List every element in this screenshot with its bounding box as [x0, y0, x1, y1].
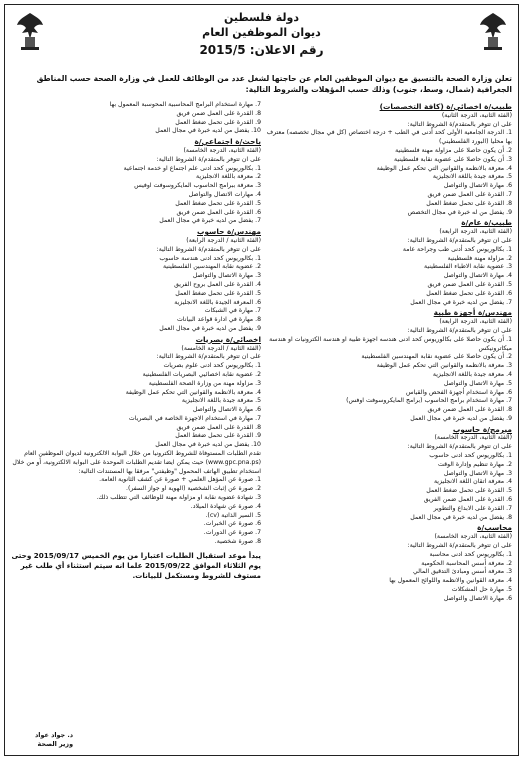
- requirement-item: 2. أن يكون حاصلا على مزاولة مهنة فلسطينية: [395, 146, 512, 154]
- requirement-item: 9. يفضل من له خبرة في مجال التخصص: [407, 208, 512, 216]
- requirement-item: 5. القدرة على تحمل ضغط العمل: [426, 487, 512, 495]
- requirement-item: 10. يفضل من لديه خبرة في مجال العمل: [155, 441, 261, 449]
- job-grade: (الفئة الثانية، الدرجة الرابعة): [439, 318, 512, 326]
- job-grade: (الفئة الثانية / الدرجة الرابعة): [186, 236, 261, 244]
- requirements-intro: على ان تتوفر بالمتقدم/ة الشروط التالية:: [407, 120, 512, 128]
- document-item: 3. شهادة عضوية نقابة او مزاولة مهنة للوظائف التي تتطلب ذلك.: [96, 494, 261, 502]
- deadline-text: يبدأ موعد استقبال الطلبات اعتبارا من يوم الخميس 2015/09/17 وحتى يوم الثلاثاء الموافق 2015/09/22 علما انه سيتم استثناء أي طلب غير مستوف للشروط ومستكمل للبيانات.: [11, 550, 261, 580]
- job-title: طبيب/ة عام/ة: [461, 218, 512, 228]
- requirement-item: 6. مهارة الاتصال والتواصل: [443, 182, 512, 190]
- requirement-item: 5. مهارة الاتصال والتواصل: [443, 379, 512, 387]
- requirement-item: 2. معرفة أسس المحاسبة الحكومية: [421, 559, 512, 567]
- requirement-item: 1. بكالوريوس كحد ادنى علوم بصريات: [163, 362, 261, 370]
- requirement-item: 4. معرفة جيدة باللغة الانجليزية: [432, 370, 512, 378]
- job-grade: (الفئة الثانية، الدرجة الثانية): [441, 111, 512, 119]
- requirement-item: 5. مهارة حل المشكلات: [451, 586, 512, 594]
- requirement-item: 3. معرفة أسس ومبادئ التدقيق المالي: [413, 568, 512, 576]
- requirement-item: 3. معرفة ببرامج الحاسوب المايكروسوفت اوفيس: [134, 182, 261, 190]
- requirement-item: 1. بكالوريوس كحد ادنى علم اجتماع او خدمة اجتماعية: [123, 164, 261, 172]
- requirement-item: 6. مهارة الاتصال والتواصل: [192, 406, 261, 414]
- requirement-item: 7. مهارة في الشبكات: [204, 307, 261, 315]
- requirement-item: 2. عضوية نقابة اخصائيي البصريات الفلسطينية: [142, 370, 261, 378]
- left-sections: [11, 101, 261, 450]
- requirement-item: 3. مزاولة مهنة من وزارة الصحة الفلسطينية: [148, 379, 261, 387]
- requirement-item: 4. مهارات الاتصال والتواصل: [188, 190, 261, 198]
- requirement-item: 4. مهارة الاتصال والتواصل: [443, 272, 512, 280]
- requirement-item: 7. مهارة استخدام البرامج المحاسبية المحوسبة المعمول بها: [109, 101, 261, 108]
- document-item: 2. صورة عن إثبات الشخصية (الهوية او جواز السفر).: [126, 485, 261, 493]
- requirement-item: 3. مهارة الاتصال والتواصل: [192, 272, 261, 280]
- requirement-item: 9. يفضل من لديه خبرة في مجال العمل: [159, 324, 261, 332]
- document-item: 4. صورة عن شهادة الميلاد.: [190, 502, 261, 510]
- requirement-item: 9. القدرة على تحمل ضغط العمل: [175, 118, 261, 126]
- requirement-item: 7. يفضل من لديه خبرة في مجال العمل: [159, 217, 261, 225]
- documents-list: [11, 476, 261, 546]
- requirement-item: 4. معرفة اتقان اللغة الانجليزية: [433, 478, 512, 486]
- signatory-title: وزير الصحة: [37, 740, 74, 748]
- requirement-item: 2. معرفة باللغة الانجليزية: [196, 173, 261, 181]
- requirement-item: 6. القدرة على العمل ضمن فريق: [176, 208, 261, 216]
- requirement-item: 7. القدرة على الابداع والتطوير: [433, 504, 512, 512]
- job-grade: (الفئة الثانية، الدرجة الخامسة): [434, 434, 512, 442]
- requirement-item: 9. القدرة على تحمل ضغط العمل: [175, 432, 261, 440]
- requirement-item: 2. مهارة تنظيم وإدارة الوقت: [438, 460, 512, 468]
- requirement-item: 6. القدرة على تحمل ضغط العمل: [426, 289, 512, 297]
- requirement-item: 7. مهارة استخدام برامج الحاسوب (برامج المايكروسوفت اوفس): [346, 397, 512, 405]
- job-title: طبيب/ة اخصائي/ة (كافة التخصصات): [379, 102, 512, 111]
- document-item: 1. صورة عن المؤهل العلمي + صورة عن كشف الثانوية العامة.: [99, 476, 261, 484]
- requirement-item: 6. مهارة استخدام أجهزة الفحص والقياس: [406, 388, 512, 396]
- left-column: [11, 101, 261, 581]
- requirement-item: 7. يفضل من لديه خبرة في مجال العمل: [410, 298, 512, 306]
- requirements-intro: على ان تتوفر بالمتقدم/ة الشروط التالية:: [407, 443, 512, 451]
- requirement-item: 8. القدرة على تحمل ضغط العمل: [426, 199, 512, 207]
- requirement-item: 5. القدرة على تحمل ضغط العمل: [175, 199, 261, 207]
- job-grade: (الفئة الثانية / الدرجة الخامسة): [181, 344, 261, 352]
- requirement-item: 3. مهارة الاتصال والتواصل: [443, 469, 512, 477]
- requirement-item: 4. معرفة بالانظمة والقوانين التي تحكم عمل الوظيفة: [376, 164, 512, 172]
- requirements-intro: على ان تتوفر بالمتقدم/ة الشروط التالية:: [156, 155, 261, 163]
- signature-block: [35, 731, 73, 749]
- requirement-item: 7. القدرة على العمل ضمن فريق: [427, 190, 512, 198]
- document-item: 8. صورة شخصية.: [214, 538, 261, 546]
- job-title: مهندس/ة حاسوب: [196, 227, 261, 237]
- requirements-intro: على ان تتوفر بالمتقدم/ة الشروط التالية:: [156, 353, 261, 361]
- header: [5, 7, 518, 69]
- right-column: [264, 101, 512, 604]
- job-grade: (الفئة الثانية، الدرجة الرابعة): [439, 228, 512, 236]
- job-title: مبرمج/ة حاسوب: [452, 424, 512, 434]
- requirement-item: 1. بكالوريوس كحد ادنى حاسوب: [429, 452, 512, 460]
- requirement-item: 3. معرفة بالانظمة والقوانين التي تحكم عمل الوظيفة: [376, 362, 512, 370]
- requirement-item: 2. مزاولة مهنة فلسطينية: [447, 254, 512, 262]
- document-item: 5. السير الذاتية (cv).: [205, 511, 261, 519]
- requirement-item: 8. القدرة على العمل ضمن فريق: [176, 109, 261, 117]
- requirement-item: 4. معرفة بالانظمة والقوانين التي تحكم عمل الوظيفة: [125, 388, 261, 396]
- job-title: مهندس/ة أجهزة طبية: [433, 308, 512, 318]
- requirement-item: 10. يفضل من لديه خبرة في مجال العمل: [155, 127, 261, 135]
- requirement-item: 1. بكالوريوس كحد أدنى طب وجراحة عامة: [402, 245, 512, 253]
- requirement-item: 5. القدرة على العمل ضمن فريق: [427, 280, 512, 288]
- apply-instructions: تقدم الطلبات المستوفاة للشروط الكترونيا من خلال البوابة الالكترونية لديوان الموظفين العام (www.gpc.pna.ps) حيث يمكن ايضا تقديم الطلبات الموحدة على البوابة الالكترونية، أو من خلال استخدام تطبيق الهاتف المحمول "وظيفتي" مرفقا بها المستندات التالية:: [12, 450, 261, 475]
- job-grade: (الفئة الثانية، الدرجة الخامسة): [183, 146, 261, 154]
- requirement-item: 1. بكالوريوس كحد ادنى هندسة حاسوب: [159, 254, 261, 262]
- announcement-page: [4, 4, 519, 756]
- requirement-item: 2. عضوية نقابة المهندسين الفلسطينية: [162, 263, 261, 271]
- requirement-item: 4. القدرة على العمل بروح الفريق: [174, 280, 261, 288]
- requirement-item: 5. معرفة جيدة باللغة الانجليزية: [181, 397, 261, 405]
- requirement-item: 8. يفضل من لديه خبرة في مجال العمل: [410, 513, 512, 521]
- job-grade: (الفئة الثانية، الدرجة الخامسة): [434, 533, 512, 541]
- requirements-intro: على ان تتوفر بالمتقدم/ة الشروط التالية:: [407, 326, 512, 334]
- document-item: 7. صورة عن الدورات.: [203, 529, 261, 537]
- requirements-intro: على ان تتوفر بالمتقدم/ة الشروط التالية:: [407, 236, 512, 244]
- requirements-intro: على ان تتوفر بالمتقدم/ة الشروط التالية:: [156, 245, 261, 253]
- requirement-item: 3. عضوية نقابة الاطباء الفلسطينية: [424, 263, 512, 271]
- requirement-item: 5. معرفة جيدة باللغة الانجليزية: [432, 173, 512, 181]
- requirement-item: 2. أن يكون حاصلا على عضوية نقابة المهندسين الفلسطينية: [361, 353, 512, 361]
- requirement-item: 7. مهارة في استخدام الاجهزة الخاصة في البصريات: [128, 414, 261, 422]
- requirement-item: 8. مهارة في ادارة قواعد البيانات: [176, 316, 261, 324]
- signatory-name: د. جواد عواد: [35, 731, 74, 739]
- requirement-item: 8. القدرة على العمل ضمن فريق: [427, 406, 512, 414]
- requirement-item: 1. الدرجة الجامعية الأولى كحد أدنى في الطب + درجة اختصاص (كل في مجال تخصصه) معترف بها محليا (البورد الفلسطيني): [266, 129, 512, 146]
- document-item: 6. صورة عن الخبرات.: [203, 520, 261, 528]
- requirement-item: 9. يفضل من لديه خبرة في مجال العمل: [410, 414, 512, 422]
- requirement-item: 4. معرفة القوانين والانظمة واللوائح المعمول بها: [389, 577, 512, 585]
- job-title: اخصائي/ة بصريات: [195, 334, 261, 344]
- requirement-item: 6. مهارة الاتصال والتواصل: [443, 594, 512, 602]
- state-name: دولة فلسطين: [223, 11, 300, 24]
- requirement-item: 1. بكالوريوس كحد ادنى محاسبة: [429, 550, 512, 558]
- requirement-item: 1. أن يكون حاصلا على بكالوريوس كحد ادنى هندسه اجهزة طبية او هندسة الكترونيات او هندسة ميكاترونيكس: [269, 335, 512, 352]
- requirements-intro: على ان تتوفر بالمتقدم/ة الشروط التالية:: [407, 542, 512, 550]
- announcement-number: رقم الاعلان: 2015/5: [199, 43, 324, 57]
- requirement-item: 3. أن يكون حاصلا على عضوية نقابة فلسطينية: [394, 155, 512, 163]
- job-title: محاسب/ة: [477, 523, 512, 533]
- job-title: باحث/ة اجتماعي/ة: [194, 137, 261, 147]
- requirement-item: 6. القدرة على العمل ضمن الفريق: [423, 496, 512, 504]
- bureau-name: ديوان الموظفين العام: [202, 26, 321, 39]
- requirement-item: 6. المعرفة الجيدة باللغة الانجليزية: [174, 298, 261, 306]
- intro-paragraph: تعلن وزارة الصحة بالتنسيق مع ديوان الموظفين العام عن حاجتها لشغل عدد من الوظائف للعمل في وزارة الصحة حسب المناطق الجغرافية (شمال، وسط، جنوب) وذلك حسب المؤهلات والشروط التالية:: [36, 74, 512, 94]
- requirement-item: 8. القدرة على العمل ضمن فريق: [176, 423, 261, 431]
- requirement-item: 5. القدرة على تحمل ضغط العمل: [175, 289, 261, 297]
